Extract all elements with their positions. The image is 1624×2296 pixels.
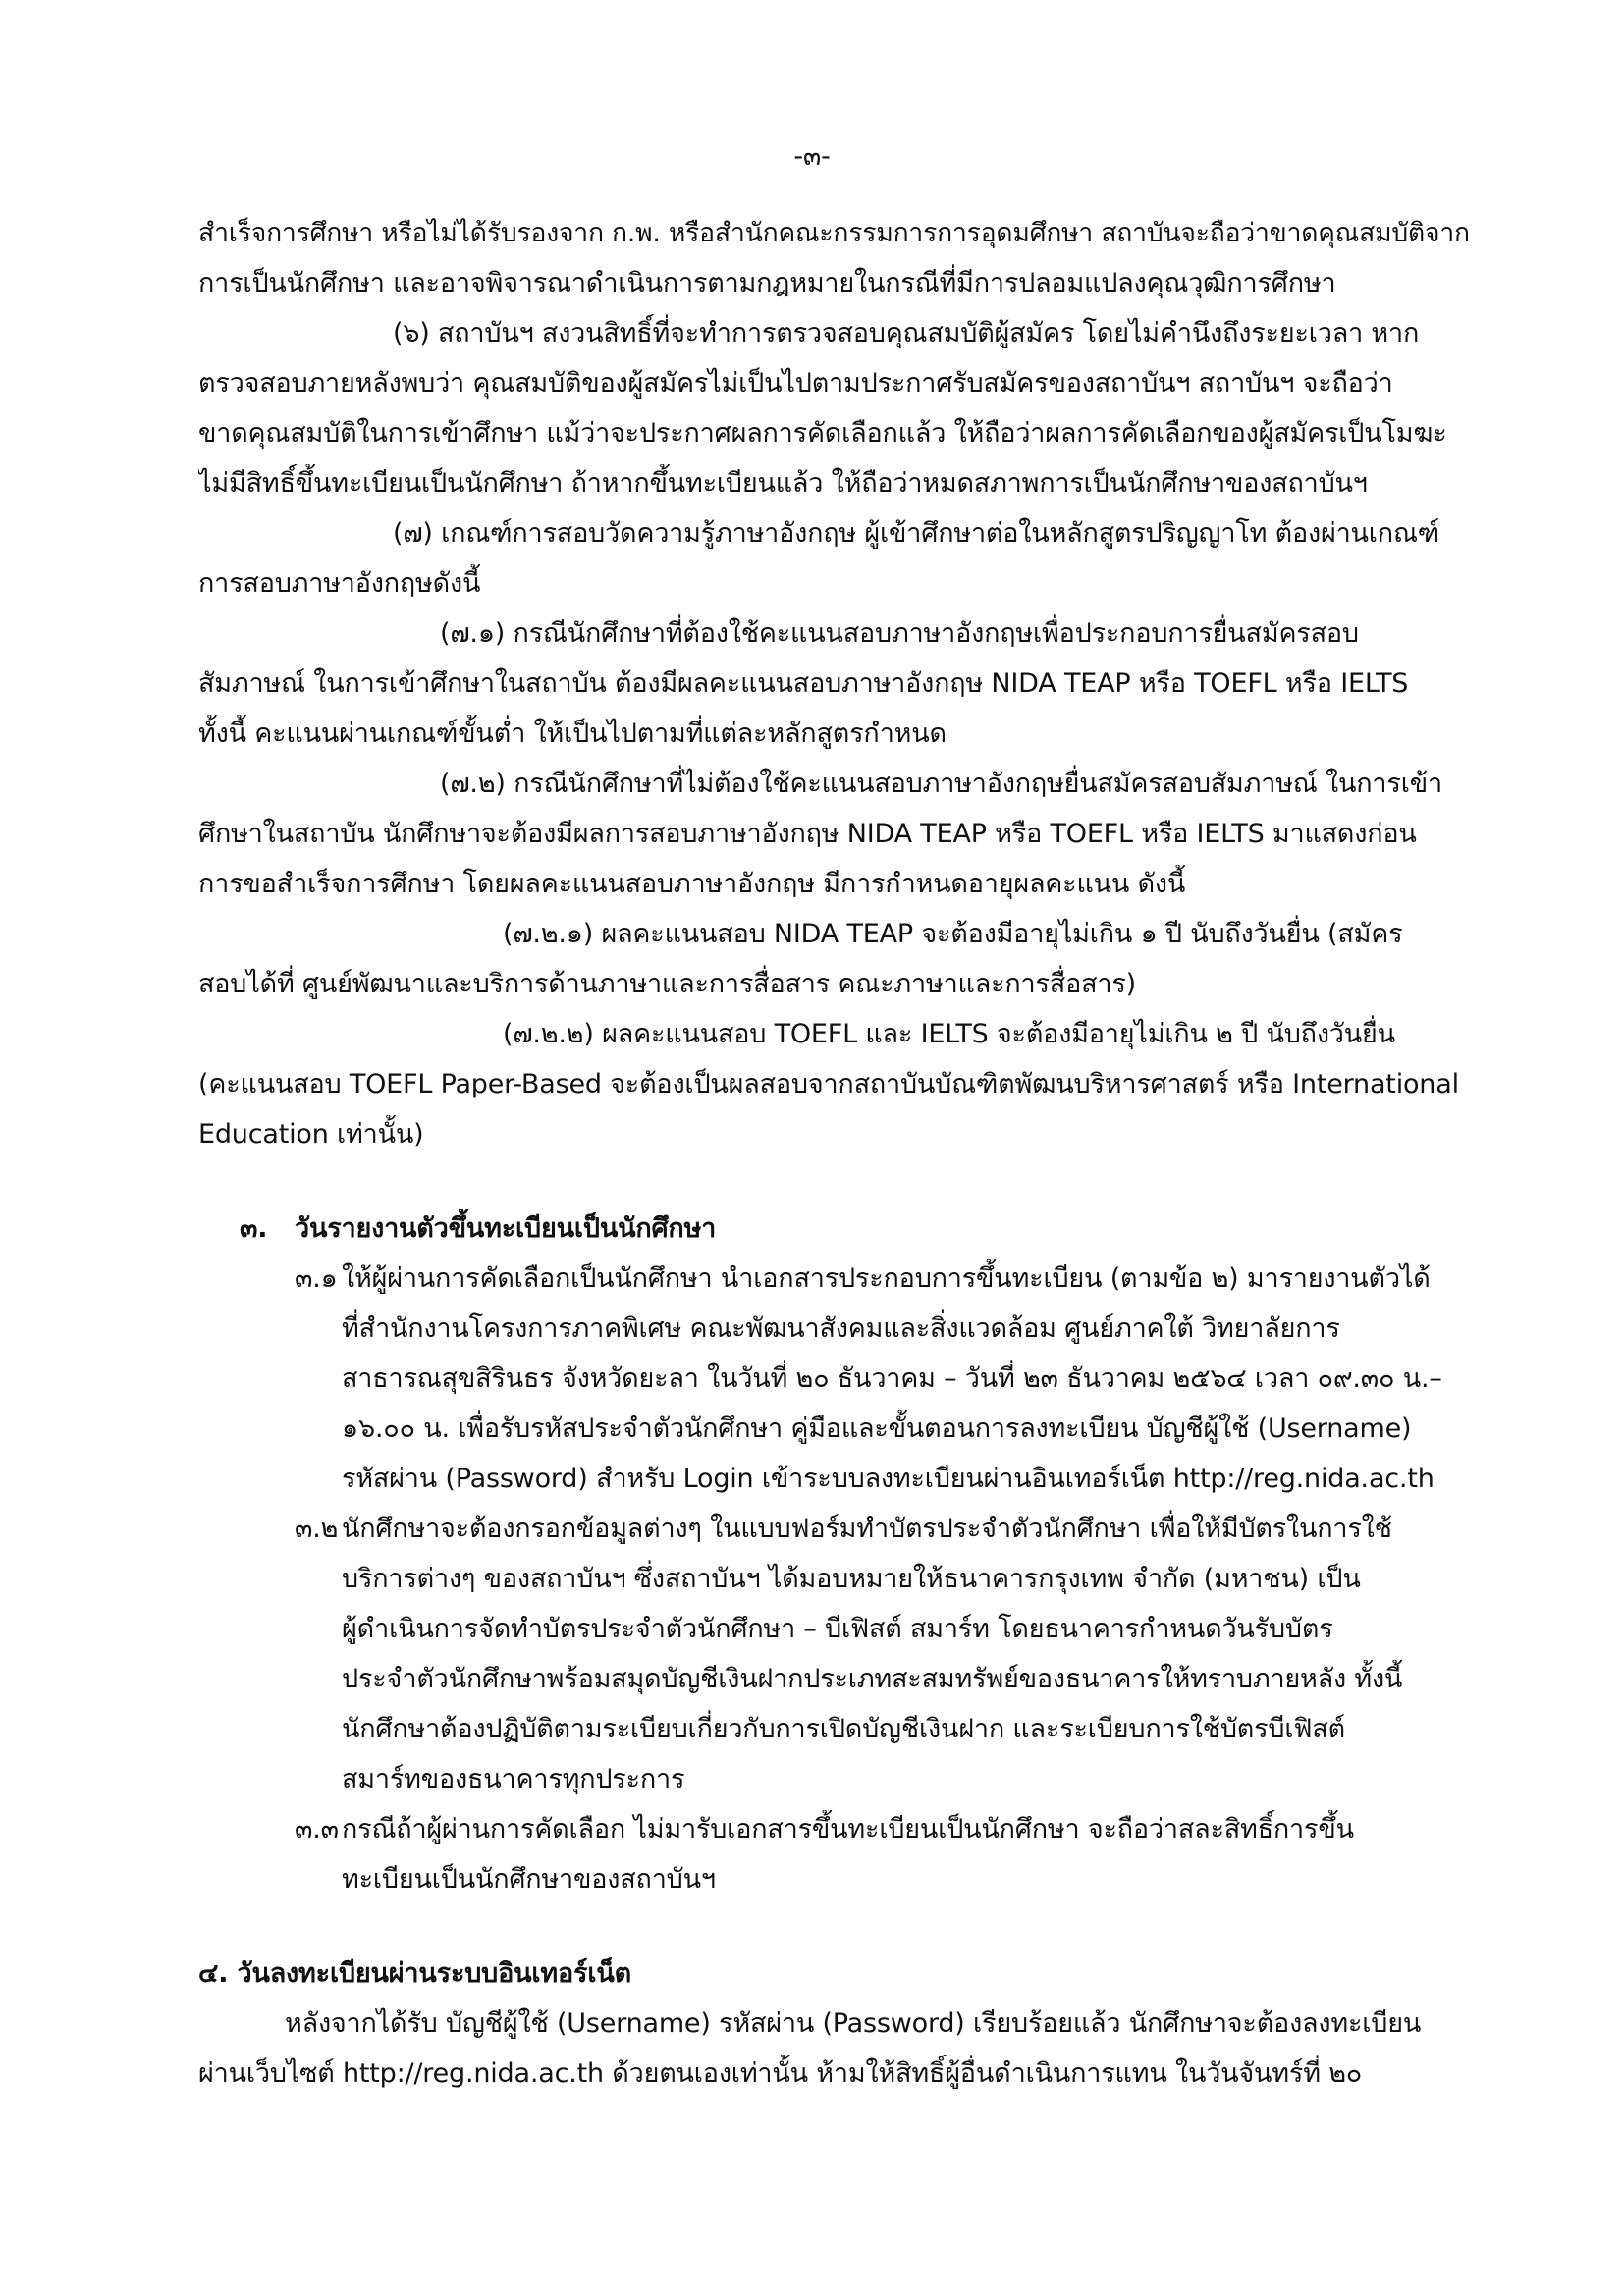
item-7-1-line: (๗.๑) กรณีนักศึกษาที่ต้องใช้คะแนนสอบภาษาอังกฤษเพื่อประกอบการยื่นสมัครสอบ [440,618,1359,649]
item-7-2-1-line: (๗.๒.๑) ผลคะแนนสอบ NIDA TEAP จะต้องมีอายุไม่เกิน ๑ ปี นับถึงวันยื่น (สมัคร [503,919,1403,949]
paragraph-line: การเป็นนักศึกษา และอาจพิจารณาดำเนินการตามกฎหมายในกรณีที่มีการปลอมแปลงคุณวุฒิการศึกษา [198,268,1336,298]
section-3-3-line: กรณีถ้าผู้ผ่านการคัดเลือก ไม่มารับเอกสารขึ้นทะเบียนเป็นนักศึกษา จะถือว่าสละสิทธิ์การขึ้น [342,1814,1354,1844]
section-3-2-line: ประจำตัวนักศึกษาพร้อมสมุดบัญชีเงินฝากประเภทสะสมทรัพย์ของธนาคารให้ทราบภายหลัง ทั้งนี้ [342,1664,1403,1694]
section-3-1-line: ให้ผู้ผ่านการคัดเลือกเป็นนักศึกษา นำเอกสารประกอบการขึ้นทะเบียน (ตามข้อ ๒) มารายงานตัวได้ [342,1263,1431,1294]
item-7-1-line: สัมภาษณ์ ในการเข้าศึกษาในสถาบัน ต้องมีผลคะแนนสอบภาษาอังกฤษ NIDA TEAP หรือ TOEFL หรือ IELTS [198,668,1409,699]
section-4-line: ผ่านเว็บไซต์ http://reg.nida.ac.th ด้วยตนเองเท่านั้น ห้ามให้สิทธิ์ผู้อื่นดำเนินการแทน ในวันจันทร์ที่ ๒๐ [198,2058,1363,2089]
section-3-1-line: ๑๖.๐๐ น. เพื่อรับรหัสประจำตัวนักศึกษา คู่มือและขั้นตอนการลงทะเบียน บัญชีผู้ใช้ (Username) [342,1414,1412,1444]
item-7-line: การสอบภาษาอังกฤษดังนี้ [198,568,481,599]
item-7-line: (๗) เกณฑ์การสอบวัดความรู้ภาษาอังกฤษ ผู้เข้าศึกษาต่อในหลักสูตรปริญญาโท ต้องผ่านเกณฑ์ [393,518,1440,549]
item-7-2-line: การขอสำเร็จการศึกษา โดยผลคะแนนสอบภาษาอังกฤษ มีการกำหนดอายุผลคะแนน ดังนี้ [198,869,1186,899]
paragraph-line: สำเร็จการศึกษา หรือไม่ได้รับรองจาก ก.พ. หรือสำนักคณะกรรมการการอุดมศึกษา สถาบันจะถือว่าขาดคุณสมบัติจาก [198,218,1470,248]
item-7-2-2-line: (๗.๒.๒) ผลคะแนนสอบ TOEFL และ IELTS จะต้องมีอายุไม่เกิน ๒ ปี นับถึงวันยื่น [503,1019,1395,1049]
item-7-1-line: ทั้งนี้ คะแนนผ่านเกณฑ์ขั้นต่ำ ให้เป็นไปตามที่แต่ละหลักสูตรกำหนด [198,719,947,749]
section-3-3-line: ทะเบียนเป็นนักศึกษาของสถาบันฯ [342,1864,716,1895]
section-3-1-line: รหัสผ่าน (Password) สำหรับ Login เข้าระบบลงทะเบียนผ่านอินเทอร์เน็ต http://reg.nida.ac.th [342,1464,1435,1494]
item-6-line: ตรวจสอบภายหลังพบว่า คุณสมบัติของผู้สมัครไม่เป็นไปตามประกาศรับสมัครของสถาบันฯ สถาบันฯ จะถือว่า [198,368,1393,399]
section-4-title: ๔. วันลงทะเบียนผ่านระบบอินเทอร์เน็ต [198,1958,631,1989]
section-4-line: หลังจากได้รับ บัญชีผู้ใช้ (Username) รหัสผ่าน (Password) เรียบร้อยแล้ว นักศึกษาจะต้องลงทะเบียน [285,2008,1422,2039]
section-3-2-number: ๓.๒ [295,1514,339,1544]
section-3-1-number: ๓.๑ [295,1263,338,1294]
item-7-2-line: ศึกษาในสถาบัน นักศึกษาจะต้องมีผลการสอบภาษาอังกฤษ NIDA TEAP หรือ TOEFL หรือ IELTS มาแสดงก่อน [198,819,1417,849]
section-3-2-line: สมาร์ทของธนาคารทุกประการ [342,1764,685,1794]
item-7-2-2-line: (คะแนนสอบ TOEFL Paper-Based จะต้องเป็นผลสอบจากสถาบันบัณฑิตพัฒนบริหารศาสตร์ หรือ International [198,1069,1459,1099]
item-7-2-2-line: Education เท่านั้น) [198,1119,424,1149]
page-number: -๓- [793,141,831,172]
item-6-line: ขาดคุณสมบัติในการเข้าศึกษา แม้ว่าจะประกาศผลการคัดเลือกแล้ว ให้ถือว่าผลการคัดเลือกของผู้สมัครเป็นโมฆะ [198,418,1447,449]
section-3-1-line: ที่สำนักงานโครงการภาคพิเศษ คณะพัฒนาสังคมและสิ่งแวดล้อม ศูนย์ภาคใต้ วิทยาลัยการ [342,1313,1340,1344]
section-3-2-line: นักศึกษาจะต้องกรอกข้อมูลต่างๆ ในแบบฟอร์มทำบัตรประจำตัวนักศึกษา เพื่อให้มีบัตรในการใช้ [342,1514,1392,1544]
section-3-2-line: ผู้ดำเนินการจัดทำบัตรประจำตัวนักศึกษา – บีเฟิสต์ สมาร์ท โดยธนาคารกำหนดวันรับบัตร [342,1614,1333,1644]
item-7-2-line: (๗.๒) กรณีนักศึกษาที่ไม่ต้องใช้คะแนนสอบภาษาอังกฤษยื่นสมัครสอบสัมภาษณ์ ในการเข้า [440,769,1442,799]
item-6-line: (๖) สถาบันฯ สงวนสิทธิ์ที่จะทำการตรวจสอบคุณสมบัติผู้สมัคร โดยไม่คำนึงถึงระยะเวลา หาก [393,318,1420,348]
item-7-2-1-line: สอบได้ที่ ศูนย์พัฒนาและบริการด้านภาษาและการสื่อสาร คณะภาษาและการสื่อสาร) [198,969,1136,999]
section-3-2-line: นักศึกษาต้องปฏิบัติตามระเบียบเกี่ยวกับการเปิดบัญชีเงินฝาก และระเบียบการใช้บัตรบีเฟิสต์ [342,1714,1345,1744]
section-3-2-line: บริการต่างๆ ของสถาบันฯ ซึ่งสถาบันฯ ได้มอบหมายให้ธนาคารกรุงเทพ จำกัด (มหาชน) เป็น [342,1564,1361,1594]
section-3-1-line: สาธารณสุขสิรินธร จังหวัดยะลา ในวันที่ ๒๐ ธันวาคม – วันที่ ๒๓ ธันวาคม ๒๕๖๔ เวลา ๐๙.๓๐ น.– [342,1363,1442,1394]
section-3-title: วันรายงานตัวขึ้นทะเบียนเป็นนักศึกษา [295,1213,717,1244]
section-3-3-number: ๓.๓ [295,1814,339,1844]
section-3-number: ๓. [240,1213,268,1244]
item-6-line: ไม่มีสิทธิ์ขึ้นทะเบียนเป็นนักศึกษา ถ้าหากขึ้นทะเบียนแล้ว ให้ถือว่าหมดสภาพการเป็นนักศึกษาของสถาบันฯ [198,468,1368,499]
